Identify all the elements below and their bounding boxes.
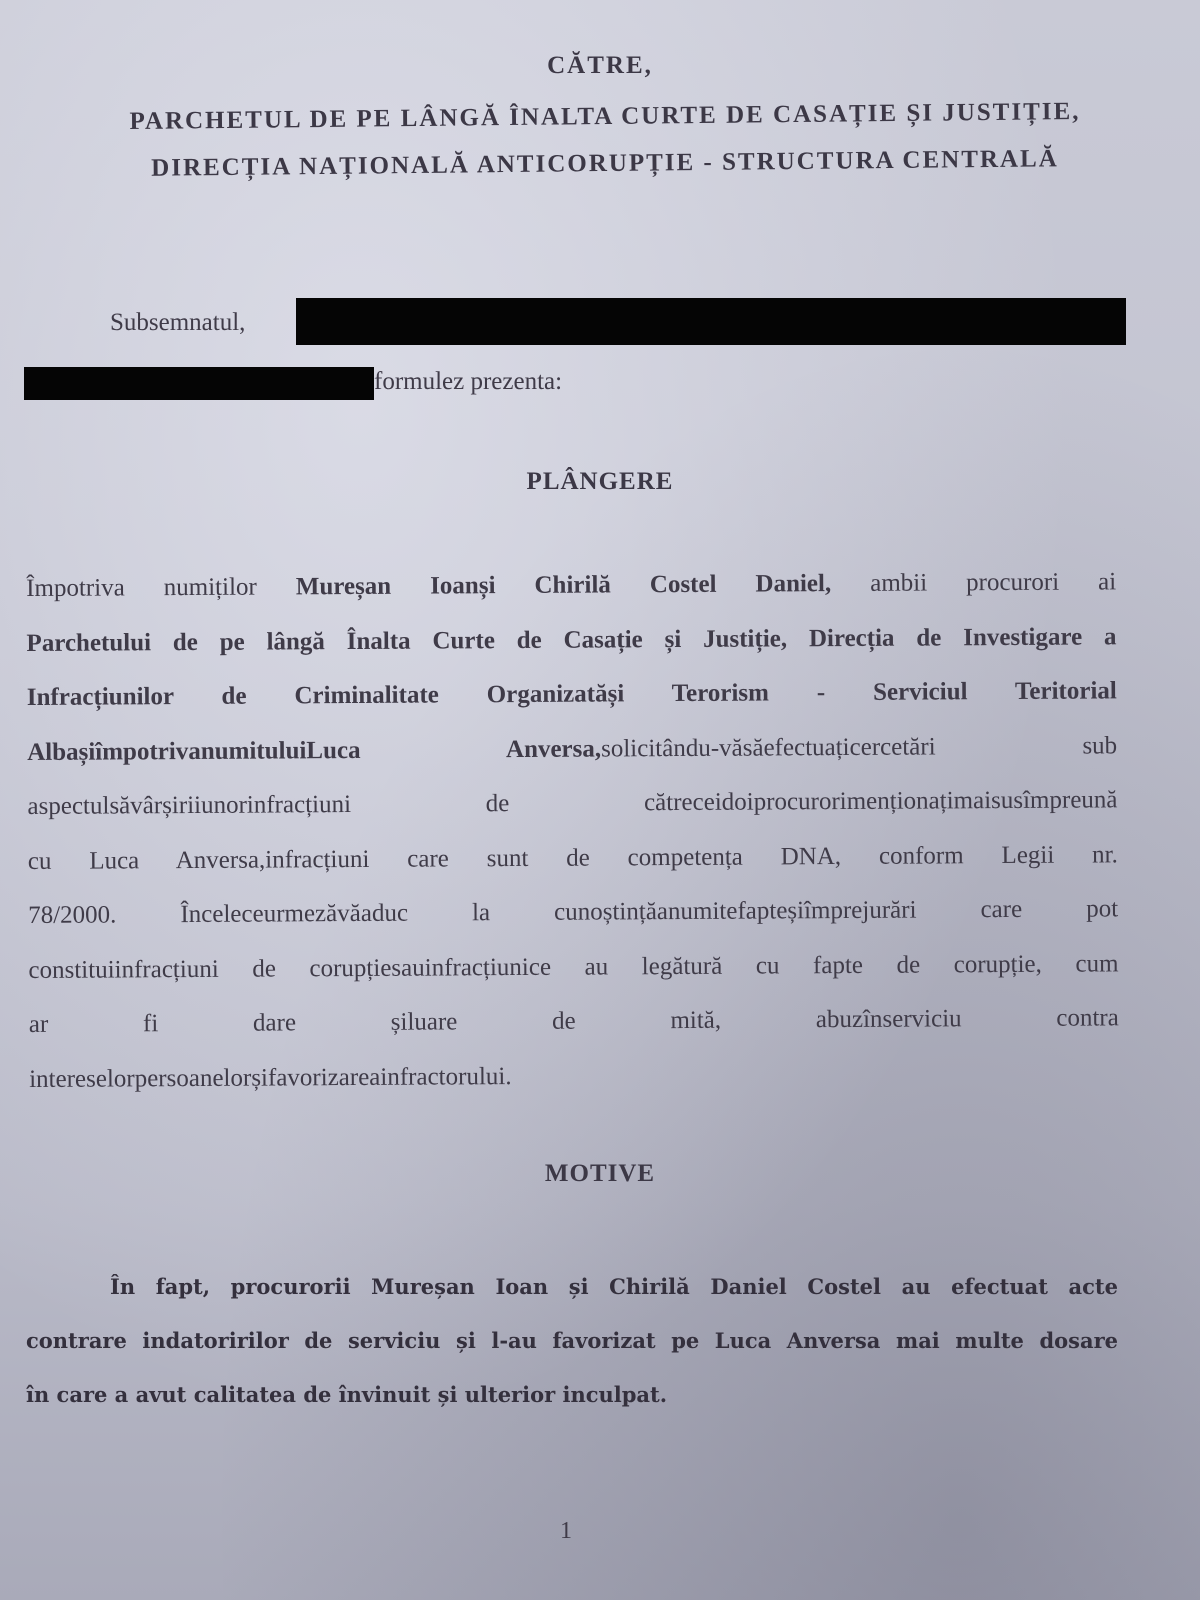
motive-paragraph	[26, 1260, 1118, 1422]
paragraph-text: solicitându-văsăefectuațicercetări sub	[601, 731, 1118, 762]
institution-name: Parchetului de pe lângă Înalta Curte de Casație și Justiție, Direcția de Investigare a	[26, 622, 1117, 657]
redaction-bar	[296, 298, 1126, 345]
institution-name: Infracțiunilor de Criminalitate Organizatăși Terorism - Serviciul Teritorial	[26, 677, 1117, 711]
paragraph-line: În fapt, procurorii Mureșan Ioan și Chirilă Daniel Costel au efectuat acte	[110, 1274, 1118, 1299]
institution-heading-line1: PARCHETUL DE PE LÂNGĂ ÎNALTA CURTE DE CASAȚIE ȘI JUSTIȚIE,	[129, 98, 1081, 135]
page-number: 1	[560, 1518, 572, 1544]
plangere-title: PLÂNGERE	[526, 468, 674, 495]
formulez-text: formulez prezenta:	[374, 368, 563, 395]
addressee-heading: CĂTRE,	[547, 52, 653, 79]
paragraph-line	[27, 664, 1117, 725]
paragraph-line	[27, 719, 1117, 780]
redaction-bar	[24, 367, 374, 400]
motive-title: MOTIVE	[544, 1160, 656, 1187]
accused-name: AlbașiîmpotrivanumituluiLuca Anversa,	[27, 734, 602, 766]
paragraph-line: aspectulsăvârșiriiunorinfracțiuni de cătreceidoiprocurorimenționațimaisusîmpreună	[27, 786, 1118, 820]
paragraph-line: intereselorpersoanelorșifavorizareainfractorului.	[29, 1062, 512, 1093]
paragraph-text: ambii procurori ai	[870, 568, 1117, 597]
paragraph-text: Împotriva numiților	[26, 573, 257, 602]
subsemnatul-label: Subsemnatul,	[110, 309, 246, 336]
paragraph-line	[26, 555, 1116, 616]
complaint-paragraph	[26, 555, 1119, 1107]
accused-names: Mureșan Ioanși Chirilă Costel Daniel,	[295, 570, 832, 601]
paragraph-line: constituiinfracțiuni de corupțiesauinfracțiunice au legătură cu fapte de corupție, cum	[28, 949, 1119, 984]
paragraph-line: contrare indatoririlor de serviciu și l-au favorizat pe Luca Anversa mai multe dosare	[26, 1328, 1118, 1353]
paragraph-line	[26, 610, 1116, 671]
paragraph-line: în care a avut calitatea de învinuit și ulterior inculpat.	[26, 1382, 668, 1407]
paragraph-line: ar fi dare șiluare de mită, abuzînserviciu contra	[28, 1004, 1119, 1038]
paragraph-line: cu Luca Anversa,infracțiuni care sunt de competența DNA, conform Legii nr.	[27, 840, 1118, 875]
paragraph-line: 78/2000. Înceleceurmezăvăaduc la cunoștințăanumitefapteșiîmprejurări care pot	[28, 895, 1119, 929]
institution-heading-line2: DIRECȚIA NAȚIONALĂ ANTICORUPȚIE - STRUCTURA CENTRALĂ	[151, 145, 1059, 182]
